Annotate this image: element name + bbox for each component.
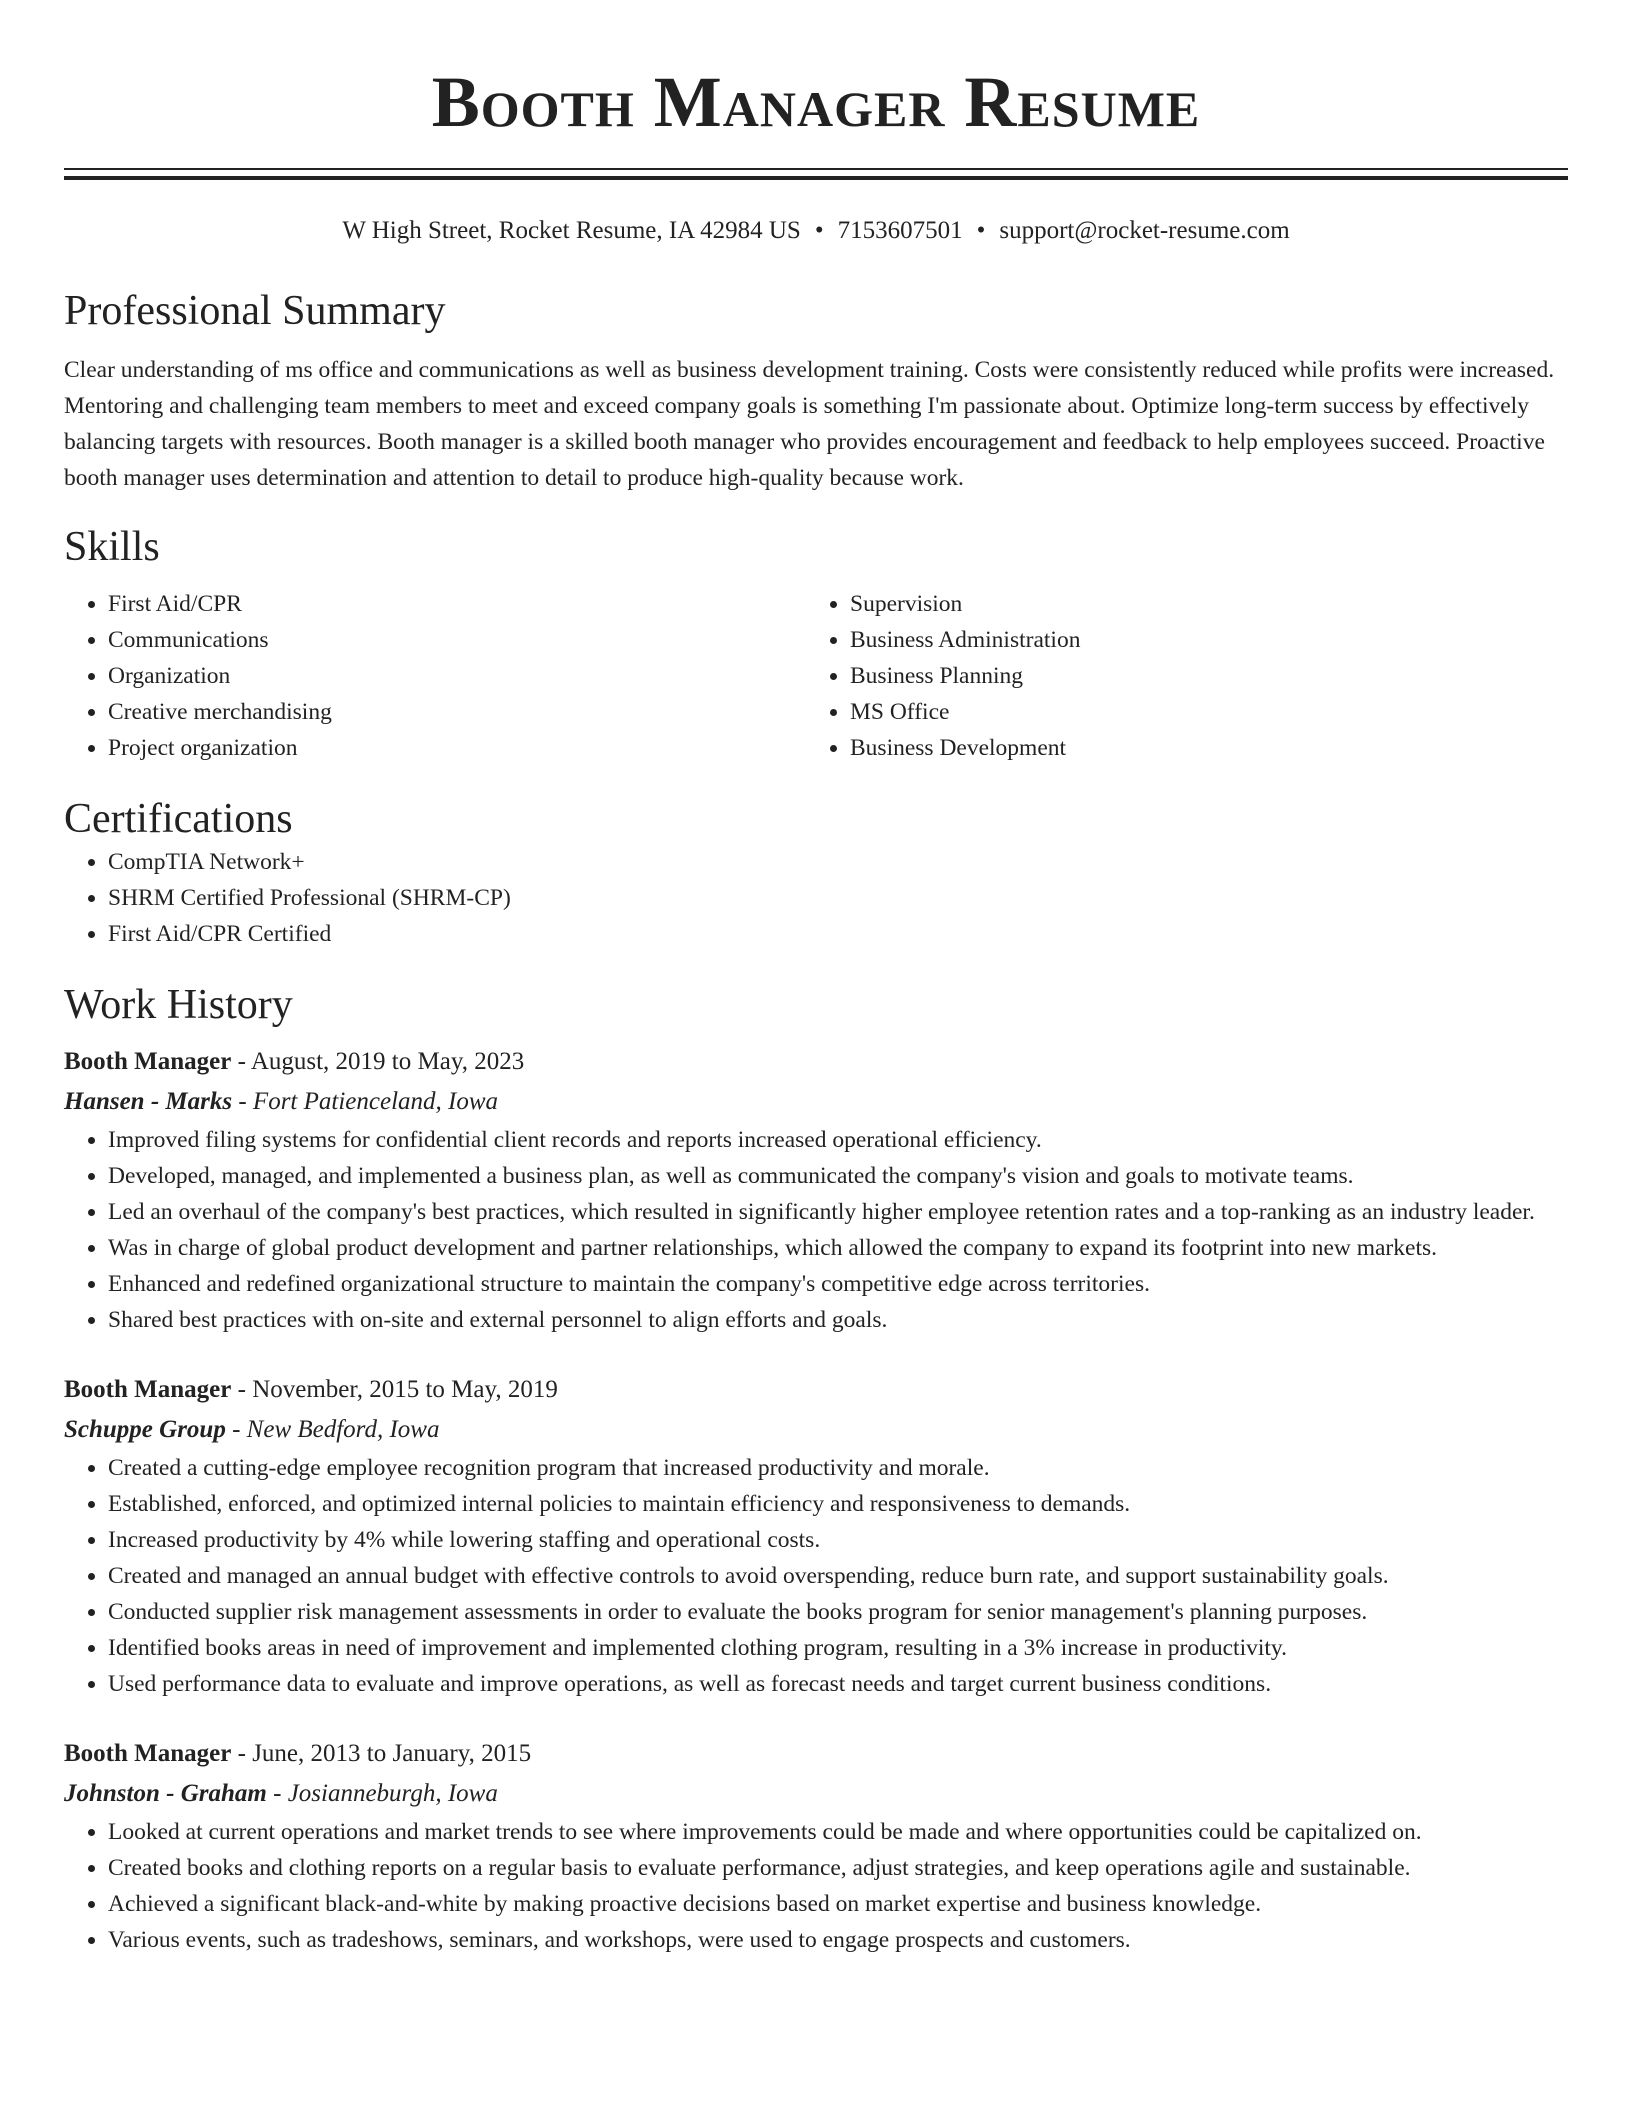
job-bullet: • Created and managed an annual budget with effective controls to avoid overspending, reduce burn rate, and support sustainability goals.: [108, 1558, 1568, 1594]
section-heading-work-history: Work History: [64, 982, 293, 1028]
job-location: New Bedford, Iowa: [246, 1416, 440, 1443]
contact-separator: •: [976, 217, 986, 244]
job-bullet: • Established, enforced, and optimized internal policies to maintain efficiency and responsiveness to demands.: [108, 1486, 1568, 1522]
title-divider: [64, 168, 1568, 180]
job-role: Booth Manager: [64, 1740, 232, 1767]
job-company-line: [64, 1774, 1568, 1814]
job-bullet: • Increased productivity by 4% while lowering staffing and operational costs.: [108, 1522, 1568, 1558]
certification-item: • SHRM Certified Professional (SHRM-CP): [108, 880, 1568, 916]
job-bullet: • Achieved a significant black-and-white by making proactive decisions based on market expertise and business knowledge.: [108, 1886, 1568, 1922]
job-entry: [64, 1042, 1568, 1338]
skills-columns: [64, 586, 1568, 766]
job-bullet: • Developed, managed, and implemented a business plan, as well as communicated the company's vision and goals to motivate teams.: [108, 1158, 1568, 1194]
skill-item: • Business Administration: [850, 622, 1548, 658]
resume-title: Booth Manager Resume: [431, 62, 1201, 142]
job-dash: -: [225, 1416, 247, 1443]
skill-item: • Business Planning: [850, 658, 1548, 694]
job-bullet: • Improved filing systems for confidential client records and reports increased operational efficiency.: [108, 1122, 1568, 1158]
contact-address: W High Street, Rocket Resume, IA 42984 US: [342, 217, 801, 244]
job-bullets: [64, 1450, 1568, 1702]
job-company-line: [64, 1082, 1568, 1122]
job-bullet: • Used performance data to evaluate and improve operations, as well as forecast needs and target current business conditions.: [108, 1666, 1568, 1702]
skill-item: • Organization: [108, 658, 806, 694]
job-entry: [64, 1734, 1568, 1958]
job-entry: [64, 1370, 1568, 1702]
section-heading-summary: Professional Summary: [64, 288, 446, 334]
skill-item: • First Aid/CPR: [108, 586, 806, 622]
skills-list-left: [64, 586, 806, 766]
job-bullet: • Shared best practices with on-site and external personnel to align efforts and goals.: [108, 1302, 1568, 1338]
job-bullet: • Identified books areas in need of improvement and implemented clothing program, resulting in a 3% increase in productivity.: [108, 1630, 1568, 1666]
job-bullet: • Created books and clothing reports on a regular basis to evaluate performance, adjust strategies, and keep operations agile and sustainable.: [108, 1850, 1568, 1886]
skills-column-left: [64, 586, 806, 766]
skill-item: • Creative merchandising: [108, 694, 806, 730]
job-dates: November, 2015 to May, 2019: [252, 1376, 558, 1403]
contact-separator: •: [814, 217, 824, 244]
certification-item: • First Aid/CPR Certified: [108, 916, 1568, 952]
job-title-line: [64, 1734, 1568, 1774]
job-dash: -: [231, 1376, 253, 1403]
job-bullet: • Enhanced and redefined organizational structure to maintain the company's competitive edge across territories.: [108, 1266, 1568, 1302]
job-dash: -: [231, 1048, 251, 1075]
contact-phone: 7153607501: [837, 217, 963, 244]
job-bullets: [64, 1814, 1568, 1958]
skill-item: • Project organization: [108, 730, 806, 766]
skill-item: • Business Development: [850, 730, 1548, 766]
section-heading-skills: Skills: [64, 524, 160, 570]
section-heading-certifications: Certifications: [64, 796, 293, 842]
skills-list-right: [806, 586, 1548, 766]
job-title-line: [64, 1370, 1568, 1410]
job-dates: August, 2019 to May, 2023: [250, 1048, 525, 1075]
certification-item: • CompTIA Network+: [108, 844, 1568, 880]
job-role: Booth Manager: [64, 1048, 232, 1075]
job-role: Booth Manager: [64, 1376, 232, 1403]
job-company: Hansen - Marks: [64, 1088, 233, 1115]
job-company-line: [64, 1410, 1568, 1450]
job-company: Johnston - Graham: [64, 1780, 267, 1807]
skill-item: • Communications: [108, 622, 806, 658]
contact-email: support@rocket-resume.com: [999, 217, 1290, 244]
job-dash: -: [266, 1780, 288, 1807]
job-dash: -: [231, 1740, 253, 1767]
job-bullet: • Looked at current operations and market trends to see where improvements could be made and where opportunities could be capitalized on.: [108, 1814, 1568, 1850]
job-dash: -: [232, 1088, 253, 1115]
job-bullet: • Various events, such as tradeshows, seminars, and workshops, were used to engage prospects and customers.: [108, 1922, 1568, 1958]
job-bullet: • Conducted supplier risk management assessments in order to evaluate the books program for senior management's planning purposes.: [108, 1594, 1568, 1630]
job-dates: June, 2013 to January, 2015: [252, 1740, 532, 1767]
skill-item: • MS Office: [850, 694, 1548, 730]
job-location: Fort Patienceland, Iowa: [252, 1088, 499, 1115]
job-bullets: [64, 1122, 1568, 1338]
certifications-list: [64, 844, 1568, 952]
summary-text: Clear understanding of ms office and communications as well as business development training. Costs were consistently reduced while profits were increased. Mentoring and challenging team members to meet and exceed company goals is something I'm passionate about. Optimize long-term success by effectively balancing targets with resources. Booth manager is a skilled booth manager who provides encouragement and feedback to help employees succeed. Proactive booth manager uses determination and attention to detail to produce high-quality because work.: [64, 357, 1555, 491]
job-location: Josianneburgh, Iowa: [287, 1780, 498, 1807]
job-bullet: • Created a cutting-edge employee recognition program that increased productivity and morale.: [108, 1450, 1568, 1486]
job-bullet: • Led an overhaul of the company's best practices, which resulted in significantly higher employee retention rates and a top-ranking as an industry leader.: [108, 1194, 1568, 1230]
job-bullet: • Was in charge of global product development and partner relationships, which allowed the company to expand its footprint into new markets.: [108, 1230, 1568, 1266]
job-title-line: [64, 1042, 1568, 1082]
contact-line: [64, 216, 1568, 246]
skills-column-right: [806, 586, 1548, 766]
job-company: Schuppe Group: [64, 1416, 226, 1443]
skill-item: • Supervision: [850, 586, 1548, 622]
